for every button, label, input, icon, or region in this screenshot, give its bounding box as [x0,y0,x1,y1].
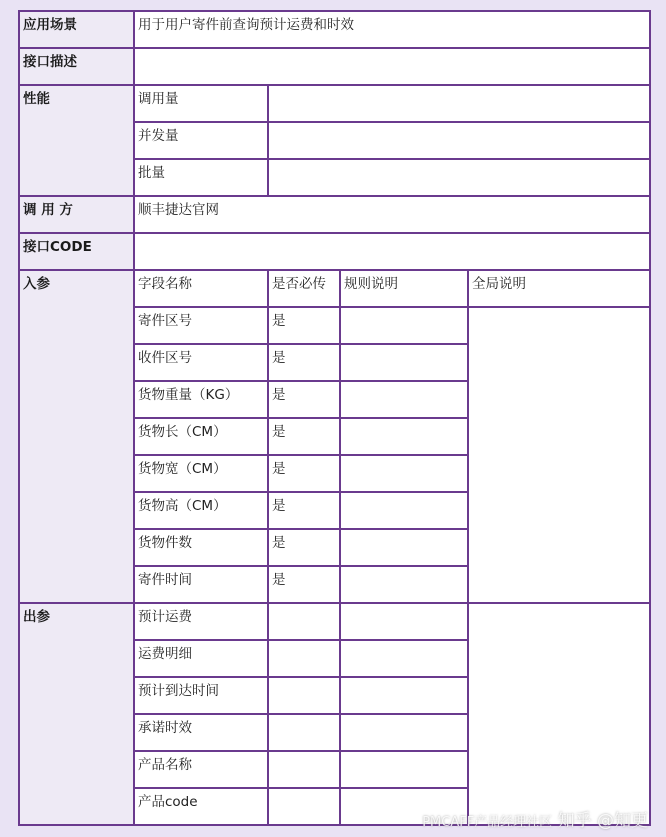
label-caller: 调 用 方 [19,196,134,233]
output-field-name: 预计到达时间 [134,677,268,714]
input-field-name: 货物重量（KG） [134,381,268,418]
input-rule [340,455,468,492]
output-rule [340,640,468,677]
input-required: 是 [268,529,340,566]
output-required [268,751,340,788]
input-rule [340,492,468,529]
input-required: 是 [268,566,340,603]
input-header-row [19,270,650,307]
header-required: 是否必传 [268,270,340,307]
row-caller [19,196,650,233]
input-required: 是 [268,455,340,492]
perf-value [268,122,650,159]
label-input: 入参 [19,270,134,603]
input-required: 是 [268,492,340,529]
input-field-name: 货物件数 [134,529,268,566]
perf-item: 调用量 [134,85,268,122]
input-field-name: 寄件时间 [134,566,268,603]
output-field-name: 预计运费 [134,603,268,640]
row-perf [19,85,650,122]
input-field-name: 货物高（CM） [134,492,268,529]
output-rule [340,603,468,640]
output-field-name: 产品code [134,788,268,825]
input-rule [340,566,468,603]
input-field-name: 货物宽（CM） [134,455,268,492]
header-field-name: 字段名称 [134,270,268,307]
input-field-name: 收件区号 [134,344,268,381]
input-global-note [468,307,650,603]
output-rule [340,751,468,788]
header-global: 全局说明 [468,270,650,307]
output-rule [340,714,468,751]
label-output: 出参 [19,603,134,825]
output-required [268,788,340,825]
output-required [268,603,340,640]
label-perf: 性能 [19,85,134,196]
output-required [268,714,340,751]
header-rule: 规则说明 [340,270,468,307]
watermark [422,806,648,831]
row-scene [19,11,650,48]
output-field-name: 产品名称 [134,751,268,788]
output-field-name: 承诺时效 [134,714,268,751]
value-desc [134,48,650,85]
label-code: 接口CODE [19,233,134,270]
watermark-sub: PMCAFF产品经理社区 [422,815,553,830]
output-row [19,603,650,640]
perf-value [268,159,650,196]
value-scene: 用于用户寄件前查询预计运费和时效 [134,11,650,48]
output-rule [340,677,468,714]
input-required: 是 [268,418,340,455]
value-caller: 顺丰捷达官网 [134,196,650,233]
output-global-note [468,603,650,825]
input-required: 是 [268,381,340,418]
value-code [134,233,650,270]
output-field-name: 运费明细 [134,640,268,677]
input-rule [340,344,468,381]
perf-value [268,85,650,122]
input-field-name: 寄件区号 [134,307,268,344]
watermark-text: 知乎 @知更 [557,811,648,831]
input-required: 是 [268,344,340,381]
output-required [268,677,340,714]
input-required: 是 [268,307,340,344]
input-rule [340,307,468,344]
output-required [268,640,340,677]
row-desc [19,48,650,85]
api-spec-table [18,10,651,826]
input-rule [340,418,468,455]
input-rule [340,381,468,418]
label-desc: 接口描述 [19,48,134,85]
perf-item: 批量 [134,159,268,196]
input-rule [340,529,468,566]
input-field-name: 货物长（CM） [134,418,268,455]
perf-item: 并发量 [134,122,268,159]
row-code [19,233,650,270]
label-scene: 应用场景 [19,11,134,48]
